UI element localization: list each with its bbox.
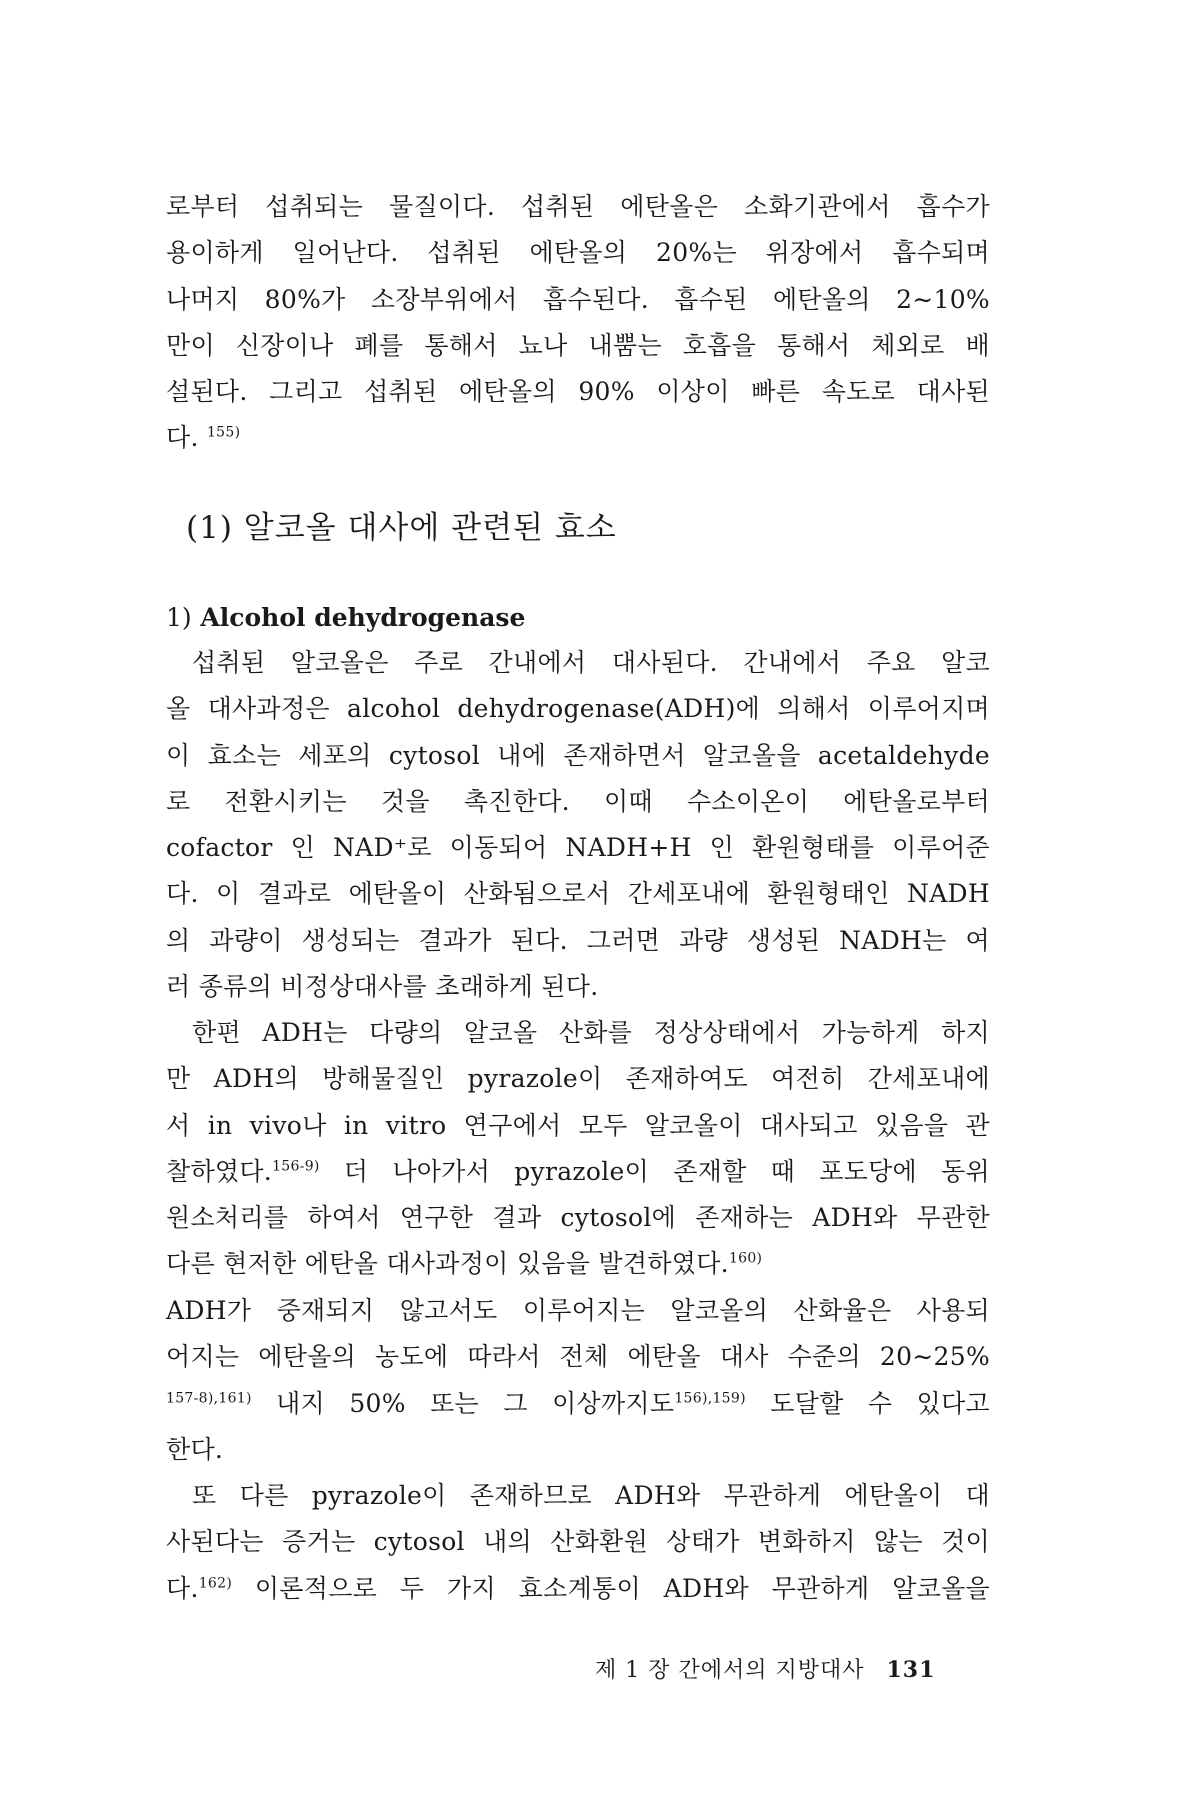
text-line <box>166 1381 990 1427</box>
text-fragment: 내지 50% 또는 그 이상까지도 <box>276 1388 675 1418</box>
chapter-title: 제 1 장 간에서의 지방대사 <box>595 1658 865 1683</box>
text-line: ADH가 중재되지 않고서도 이루어지는 알코올의 산화율은 사용되 <box>166 1296 990 1325</box>
text-fragment: 도달할 수 있다고 <box>770 1388 990 1418</box>
paragraph-pyrazole <box>166 1010 990 1288</box>
reference-marker: 156),159) <box>674 1390 746 1407</box>
reference-marker: 157-8),161) <box>166 1390 252 1407</box>
text-line: 만이 신장이나 폐를 통해서 뇨나 내뿜는 호흡을 통해서 체외로 배 <box>166 330 990 360</box>
text-line: 섭취된 알코올은 주로 간내에서 대사된다. 간내에서 주요 알코 <box>192 648 990 677</box>
text-line: 다. 이 결과로 에탄올이 산화됨으로서 간세포내에 환원형태인 NADH <box>166 879 990 909</box>
text-line: 로부터 섭취되는 물질이다. 섭취된 에탄올은 소화기관에서 흡수가 <box>166 192 990 221</box>
text-fragment: 다. <box>166 1573 199 1603</box>
text-line: 한다. <box>166 1434 224 1464</box>
text-line <box>166 1241 990 1287</box>
text-line: cofactor 인 NAD⁺로 이동되어 NADH+H 인 환원형태를 이루어준 <box>166 833 990 863</box>
text-line: 이 효소는 세포의 cytosol 내에 존재하면서 알코올을 acetaldehyde <box>166 740 990 770</box>
reference-marker: 160) <box>728 1251 763 1268</box>
text-line: 만 ADH의 방해물질인 pyrazole이 존재하여도 여전히 간세포내에 <box>166 1064 990 1094</box>
subsection-number: 1) <box>166 603 192 632</box>
paragraph-redox <box>166 1473 990 1612</box>
reference-marker: 155) <box>206 425 241 442</box>
page-footer <box>595 1655 935 1686</box>
intro-paragraph <box>166 184 990 462</box>
text-line: 또 다른 pyrazole이 존재하므로 ADH와 무관하게 에탄올이 대 <box>192 1481 990 1510</box>
text-line: 원소처리를 하여서 연구한 결과 cytosol에 존재하는 ADH와 무관한 <box>166 1203 990 1233</box>
text-line: 올 대사과정은 alcohol dehydrogenase(ADH)에 의해서 이루어지며 <box>166 694 990 724</box>
text-fragment: 더 나아가서 pyrazole이 존재할 때 포도당에 동위 <box>319 1156 990 1186</box>
text-line: 한편 ADH는 다량의 알코올 산화를 정상상태에서 가능하게 하지 <box>192 1018 990 1047</box>
text-line: 나머지 80%가 소장부위에서 흡수된다. 흡수된 에탄올의 2∼10% <box>166 284 990 314</box>
text-line: 로 전환시키는 것을 촉진한다. 이때 수소이온이 에탄올로부터 <box>166 786 990 816</box>
paragraph-oxidation-rate <box>166 1288 990 1473</box>
text-fragment: 다른 현저한 에탄올 대사과정이 있음을 발견하였다. <box>166 1249 729 1279</box>
subsection-title: Alcohol dehydrogenase <box>200 603 526 632</box>
paragraph-adh-intro <box>166 640 990 1010</box>
subsection-heading <box>166 598 525 638</box>
reference-marker: 156-9) <box>272 1158 320 1175</box>
text-fragment: 다. <box>166 423 199 453</box>
page-number: 131 <box>886 1657 936 1683</box>
text-line <box>166 415 990 461</box>
text-fragment: 찰하였다. <box>166 1156 273 1186</box>
text-line: 사된다는 증거는 cytosol 내의 산화환원 상태가 변화하지 않는 것이 <box>166 1527 990 1557</box>
text-line: 어지는 에탄올의 농도에 따라서 전체 에탄올 대사 수준의 20∼25% <box>166 1342 990 1372</box>
text-line <box>166 1149 990 1195</box>
text-line: 서 in vivo나 in vitro 연구에서 모두 알코올이 대사되고 있음을 관 <box>166 1110 990 1140</box>
text-line: 용이하게 일어난다. 섭취된 에탄올의 20%는 위장에서 흡수되며 <box>166 238 990 268</box>
text-line: 의 과량이 생성되는 결과가 된다. 그러면 과량 생성된 NADH는 여 <box>166 925 990 955</box>
text-line <box>166 1566 990 1612</box>
text-line: 러 종류의 비정상대사를 초래하게 된다. <box>166 972 599 1002</box>
text-fragment: 이론적으로 두 가지 효소계통이 ADH와 무관하게 알코올을 <box>254 1573 990 1603</box>
reference-marker: 162) <box>198 1575 233 1592</box>
section-heading: (1) 알코올 대사에 관련된 효소 <box>186 510 617 546</box>
text-line: 설된다. 그리고 섭취된 에탄올의 90% 이상이 빠른 속도로 대사된 <box>166 377 990 407</box>
